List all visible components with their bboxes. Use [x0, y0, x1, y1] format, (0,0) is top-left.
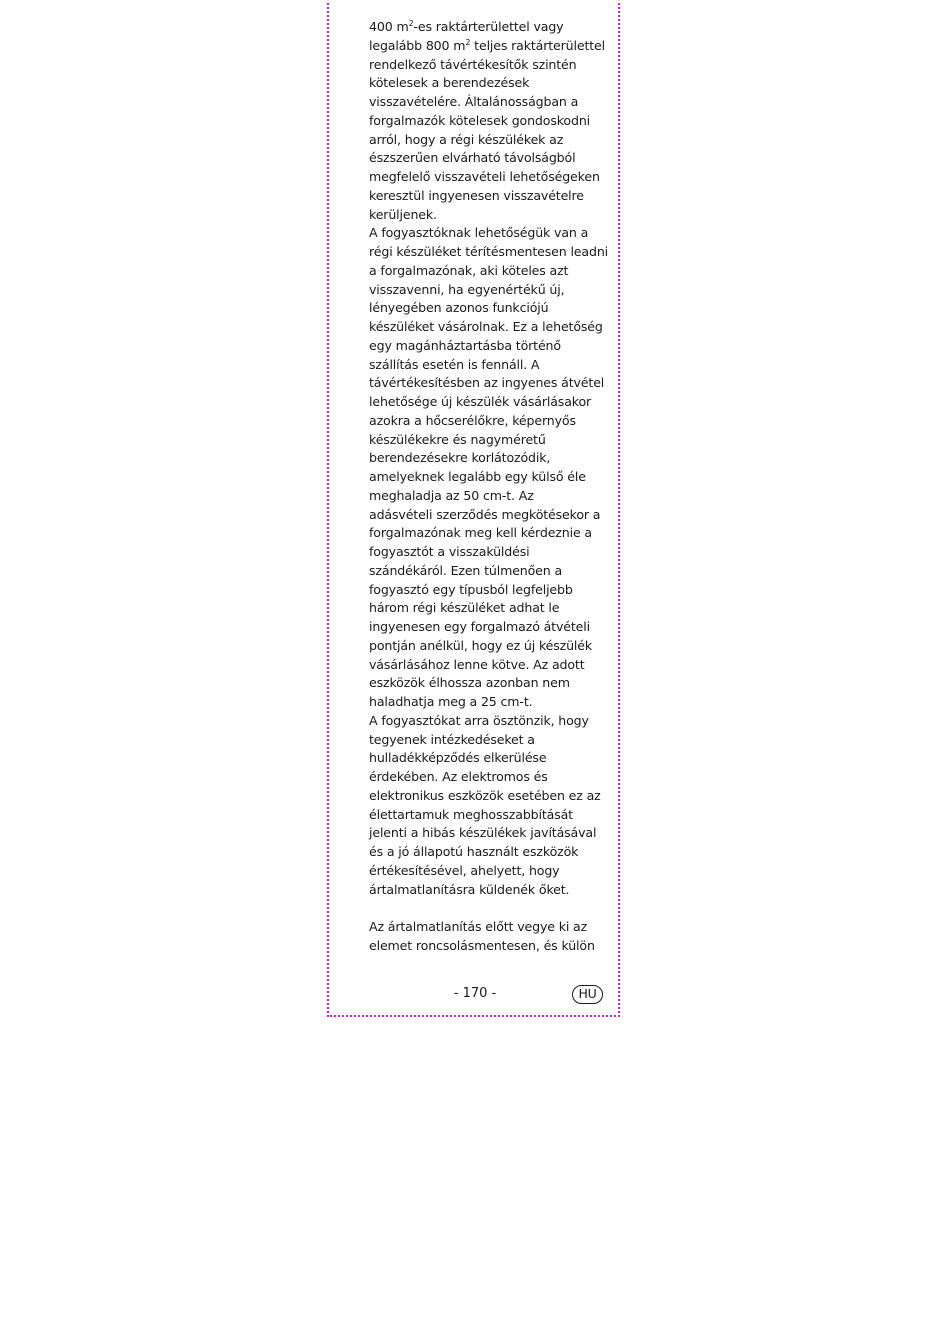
text-line: ingyenesen egy forgalmazó átvételi	[369, 619, 590, 634]
text-line: vásárlásához lenne kötve. Az adott	[369, 656, 585, 672]
superscript: 2	[408, 19, 414, 28]
text-line: meghaladja az 50 cm-t. Az	[369, 487, 534, 503]
text-line: érdekében. Az elektromos és	[369, 769, 548, 784]
page-number: - 170 -	[453, 986, 497, 1001]
text-line: hulladékképződés elkerülése	[369, 750, 547, 766]
superscript: 2	[465, 37, 471, 47]
text-line: berendezésekre korlátozódik,	[369, 450, 551, 466]
text-line: távértékesítésben az ingyenes átvétel	[369, 375, 605, 391]
text-fragment: -es raktárterülettel vagy	[413, 19, 564, 34]
text-line: arról, hogy a régi készülékek az	[369, 131, 564, 147]
text-line: a forgalmazónak, aki köteles azt	[369, 262, 569, 278]
text-line: kötelesek a berendezések	[369, 75, 530, 91]
text-line: lehetősége új készülék vásárlásakor	[369, 394, 592, 409]
text-line: készülékekre és nagyméretű	[369, 431, 546, 447]
text-line: visszavenni, ha egyenértékű új,	[369, 281, 565, 297]
text-line: kerüljenek.	[369, 206, 437, 222]
text-fragment: legalább 800 m	[369, 37, 466, 53]
text-line: keresztül ingyenesen visszavételre	[369, 187, 584, 203]
text-line: készüléket vásárolnak. Ez a lehetőség	[369, 319, 603, 334]
text-line: szállítás esetén is fennáll. A	[369, 356, 540, 372]
text-line: jelenti a hibás készülékek javításával	[369, 825, 597, 841]
text-line: forgalmazók kötelesek gondoskodni	[369, 112, 591, 128]
text-line: A fogyasztóknak lehetőségük van a	[369, 225, 589, 241]
text-line: visszavételére. Általánosságban a	[369, 94, 579, 109]
text-line: ártalmatlanításra küldenék őket.	[369, 881, 570, 897]
text-fragment: 400 m	[369, 19, 409, 34]
text-line: és a jó állapotú használt eszközök	[369, 844, 579, 859]
text-line: észszerűen elvárható távolságból	[369, 150, 576, 166]
text-line: fogyasztó egy típusból legfeljebb	[369, 581, 573, 597]
text-line: három régi készüléket adhat le	[369, 600, 560, 616]
text-line: fogyasztót a visszaküldési	[369, 544, 530, 559]
text-line	[369, 18, 609, 37]
text-line: adásvételi szerződés megkötésekor a	[369, 506, 601, 522]
text-line: amelyeknek legalább egy külső éle	[369, 469, 586, 484]
text-line: egy magánháztartásba történő	[369, 337, 561, 353]
text-line: értékesítésével, ahelyett, hogy	[369, 862, 560, 878]
language-badge: HU	[572, 985, 603, 1004]
text-line: A fogyasztókat arra ösztönzik, hogy	[369, 712, 589, 728]
text-line: elektronikus eszközök esetében ez az	[369, 787, 601, 803]
text-line: eszközök élhossza azonban nem	[369, 675, 570, 691]
text-line: szándékáról. Ezen túlmenően a	[369, 562, 563, 578]
text-fragment: teljes raktárterülettel	[470, 37, 605, 53]
text-line: tegyenek intézkedéseket a	[369, 731, 535, 747]
text-line: élettartamuk meghosszabbítását	[369, 806, 573, 822]
text-line	[369, 37, 609, 56]
text-line: haladhatja meg a 25 cm-t.	[369, 694, 533, 709]
body-text	[369, 18, 609, 956]
text-line: forgalmazónak meg kell kérdeznie a	[369, 525, 592, 541]
text-line: rendelkező távértékesítők szintén	[369, 56, 577, 72]
text-line: pontján anélkül, hogy ez új készülék	[369, 637, 593, 653]
text-line: régi készüléket térítésmentesen leadni	[369, 244, 608, 259]
text-line: megfelelő visszavételi lehetőségeken	[369, 169, 600, 184]
text-line: elemet roncsolásmentesen, és külön	[369, 937, 595, 953]
text-line: Az ártalmatlanítás előtt vegye ki az	[369, 919, 588, 934]
text-line: lényegében azonos funkciójú	[369, 300, 549, 316]
text-line: azokra a hőcserélőkre, képernyős	[369, 412, 576, 428]
paragraph-spacer	[369, 899, 609, 918]
